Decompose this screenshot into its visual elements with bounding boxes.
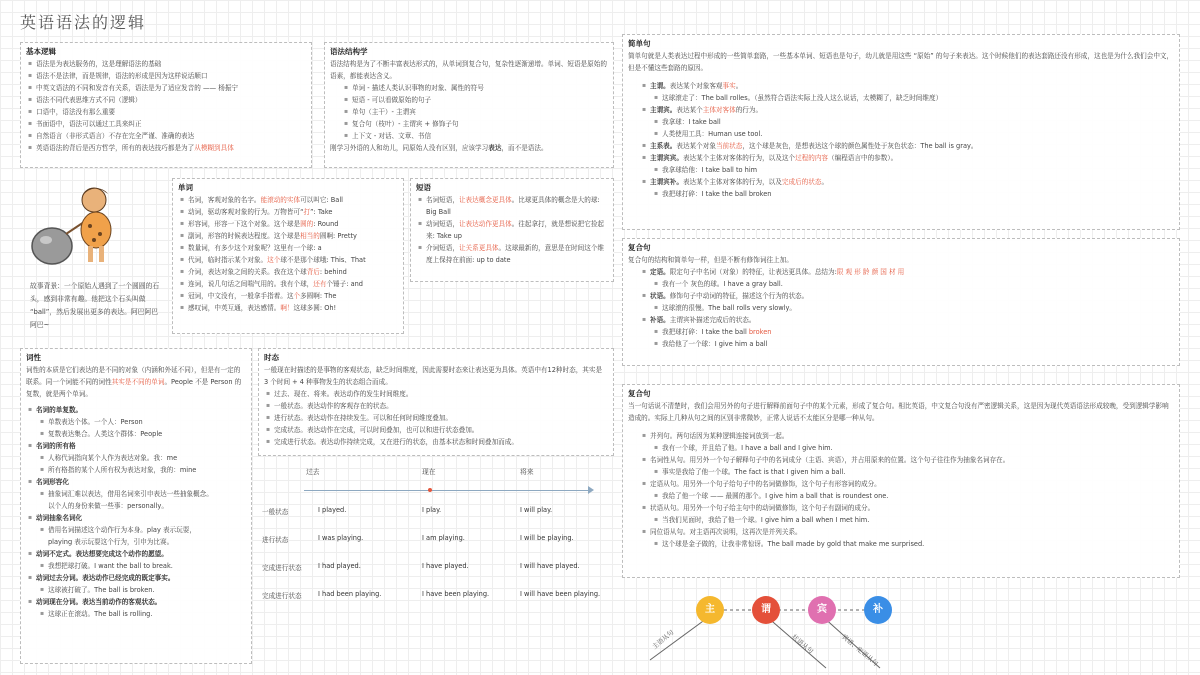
complex2-item: ▪ 并列句。两句话因为某种逻辑连接词放到一起。 bbox=[628, 430, 1174, 442]
simple-item bbox=[628, 164, 1174, 176]
pos-intro-red: 其实是不同的单词 bbox=[111, 378, 165, 386]
pos-item: ▪ 抽象词汇难以表达，借用名词来引申表达一些抽象概念。 bbox=[26, 488, 246, 500]
word-item-highlight: 能滚动的实体 bbox=[260, 196, 301, 204]
word-item-text: 冠词，中文没有，一般拿手指着。这 bbox=[188, 292, 294, 300]
complex1-item bbox=[628, 278, 1174, 290]
simple-item-rest: 表达某个主体对客体的行为，以及 bbox=[682, 178, 782, 186]
pos-item: ▪ 名词的单复数。 bbox=[26, 404, 246, 416]
simple-item-text: 我拿球：I take ball bbox=[662, 118, 721, 126]
complex2-item: ▪ 名词性从句。用另外一个句子解释句子中的名词成分（主语、宾语），并占用原来的位置。这个句子往往作为抽象名词存在。 bbox=[628, 454, 1174, 466]
word-item-text: 副词，形容的时候表达程度。这个球是 bbox=[188, 232, 301, 240]
complex1-item bbox=[628, 290, 1174, 302]
pos-item: ▪ 动词过去分词。表达动作已经完成的既定事实。 bbox=[26, 572, 246, 584]
tense-cell: I played. bbox=[318, 506, 347, 514]
simple-item bbox=[628, 128, 1174, 140]
tense-cell: I play. bbox=[422, 506, 442, 514]
pos-list bbox=[26, 404, 246, 620]
pos-intro bbox=[26, 364, 246, 400]
simple-item-highlight: 完成后的状态 bbox=[781, 178, 822, 186]
sentence-node-2: 宾 bbox=[808, 596, 836, 624]
simple-item bbox=[628, 104, 1174, 116]
structure-title: 语法结构学 bbox=[330, 47, 368, 56]
pos-item: ▪ 借用名词描述这个动作行为本身。play 表示玩耍， bbox=[26, 524, 246, 536]
pos-item: ▪ 复数表达集合。人类这个群体：People bbox=[26, 428, 246, 440]
complex1-item-text: 我给他了一个球：I give him a ball bbox=[662, 340, 768, 348]
tense-time-axis bbox=[304, 490, 592, 491]
words-title: 单词 bbox=[178, 183, 193, 192]
basic-logic-list bbox=[26, 58, 306, 142]
structure-item: ▪ 单词 - 描述人类认识事物的对象、属性的符号 bbox=[330, 82, 608, 94]
sentence-node-1: 谓 bbox=[752, 596, 780, 624]
complex1-item-highlight: broken bbox=[748, 328, 772, 336]
basic-logic-item: ▪ 语法不是法律，而是规律，语法的形成是因为这样说话顺口 bbox=[26, 70, 306, 82]
structure-item: ▪ 上下文 - 对话、文章、书信 bbox=[330, 130, 608, 142]
word-item-text: 圆啊: Pretty bbox=[319, 232, 357, 240]
pos-item: playing 表示玩耍这个行为，引申为比赛。 bbox=[48, 538, 174, 546]
tense-col-header: 过去 bbox=[306, 468, 320, 476]
structure-footer-bold: 表达 bbox=[488, 144, 502, 152]
word-item-text: 数量词，有多少这个对象呢？这里有一个球: a bbox=[188, 244, 322, 252]
word-item-highlight: 打 bbox=[303, 208, 311, 216]
complex1-item-text bbox=[650, 268, 837, 276]
word-item-highlight: 这个 bbox=[267, 256, 281, 264]
complex1-item-rest: 修饰句子中动词的特征，描述这个行为的状态。 bbox=[669, 292, 809, 300]
word-item-text: 动词，驱动客观对象的行为。万物皆可“ bbox=[188, 208, 304, 216]
simple-item-text bbox=[650, 178, 782, 186]
simple-item-text: 我拿球给他：I take ball to him bbox=[662, 166, 758, 174]
simple-item-highlight: 当前状态 bbox=[715, 142, 743, 150]
word-item bbox=[178, 266, 398, 278]
word-item-text: 可以叫它: Ball bbox=[300, 196, 344, 204]
complex1-item-rest: 主谓宾补描述完成后的状态。 bbox=[669, 316, 756, 324]
simple-item-text: 这球滚走了：The ball rolles。（虽然符合语法实际上没人这么说话，太模糊了，缺乏时间维度） bbox=[662, 94, 943, 102]
word-item-text: 代词，临时指示某个对象。 bbox=[188, 256, 268, 264]
basic-logic-item: ▪ 自然语言（非形式语言）不存在完全严谨、准确的表达 bbox=[26, 130, 306, 142]
phrases-box bbox=[410, 178, 614, 282]
phrase-item bbox=[416, 242, 608, 266]
tense-cell: I will have been playing. bbox=[520, 590, 601, 598]
phrase-item-text: 名词短语， bbox=[426, 196, 459, 204]
word-item-highlight: 背后 bbox=[306, 268, 320, 276]
pos-item: ▪ 名词形容化 bbox=[26, 476, 246, 488]
simple-item-head: 主系表。 bbox=[650, 142, 677, 150]
page-title: 英语语法的逻辑 bbox=[20, 13, 147, 32]
simple-item-rest: 表达某个对象客观 bbox=[669, 82, 723, 90]
complex1-item-text: 我有一个 灰色的球。I have a gray ball. bbox=[662, 280, 783, 288]
diagram-branch-label: 状语从句 bbox=[790, 632, 815, 656]
word-item bbox=[178, 242, 398, 254]
word-item bbox=[178, 230, 398, 242]
complex1-item-text bbox=[650, 316, 756, 324]
complex2-item: ▪ 这个球是金子做的，让我非常惊讶。The ball made by gold that make me surprised. bbox=[628, 538, 1174, 550]
simple-item-head: 主谓宾宾。 bbox=[650, 154, 683, 162]
basic-logic-title: 基本逻辑 bbox=[26, 47, 56, 56]
story-text: 故事背景：一个原始人遇到了一个圆圆的石头，感到非常有趣。他把这个石头叫做 “ball”，然后发展出更多的表达。阿巴阿巴阿巴~ bbox=[30, 282, 160, 329]
structure-box bbox=[324, 42, 614, 168]
simple-item-text: 。 bbox=[735, 82, 743, 90]
complex2-item: ▪ 事实是我给了他一个球。The fact is that I given him a ball. bbox=[628, 466, 1174, 478]
complex2-item: ▪ 我给了他一个球 —— 最圆的那个。I give him a ball that is roundest one. bbox=[628, 490, 1174, 502]
complex1-item bbox=[628, 338, 1174, 350]
word-item bbox=[178, 194, 398, 206]
diagram-branch-label: 宾语、定语从句 bbox=[840, 632, 880, 668]
simple-item-highlight: 事实 bbox=[722, 82, 736, 90]
structure-item: ▪ 复合句（枝叶）- 主谓宾 + 修饰子句 bbox=[330, 118, 608, 130]
word-item bbox=[178, 254, 398, 266]
simple-item-rest: 表达某个主体对客体的行为，以及这个 bbox=[682, 154, 796, 162]
phrases-list bbox=[416, 194, 608, 266]
phrase-item bbox=[416, 194, 608, 218]
tense-item: ▪ 完成状态。表达动作在完成，可以时间叠加，也可以和进行状态叠加。 bbox=[264, 424, 608, 436]
basic-logic-item: ▪ 语法不同代表思维方式不同（逻辑） bbox=[26, 94, 306, 106]
phrase-item-highlight: 让关系更具体 bbox=[458, 244, 499, 252]
phrase-item-text: 动词短语， bbox=[426, 220, 459, 228]
basic-last-red: 从模糊到具体 bbox=[194, 144, 234, 152]
complex1-item-text: 这球滚的很慢。The ball rolls very slowly。 bbox=[662, 304, 796, 312]
structure-item: ▪ 单句（主干）- 主谓宾 bbox=[330, 106, 608, 118]
complex1-item-head: 状语。 bbox=[650, 292, 670, 300]
complex1-item bbox=[628, 302, 1174, 314]
phrase-item-text: 。这球最新的，意思是在时间这个维度上保持在前面: up to date bbox=[426, 244, 605, 264]
structure-intro: 语法结构是为了不断丰富表达形式的，从单词到复合句，复杂性逐渐递增。单词、短语是原始的语素，都能表达含义。 bbox=[330, 60, 607, 80]
basic-logic-item: ▪ 语法是为表达服务的，这是理解语法的基础 bbox=[26, 58, 306, 70]
tense-item: ▪ 完成进行状态。表达动作持续完成，又在进行的状态，由基本状态和时间叠加而成。 bbox=[264, 436, 608, 448]
tense-row-label: 一般状态 bbox=[262, 508, 289, 516]
word-item bbox=[178, 302, 398, 314]
tense-cell: I had played. bbox=[318, 562, 361, 570]
complex2-intro: 当一句话说不清楚时，我们会用另外的句子进行解释前面句子中的某个元素，形成了复合句。相比英语，中文复合句没有严密逻辑关系，这是因为现代英语语法形成较晚，受到逻辑学影响造成的。实际上几种从句之间的区别非常微妙，正常人说话不太能区分是哪一种从句。 bbox=[628, 402, 1169, 422]
pos-item: ▪ 我想把球打破。I want the ball to break. bbox=[26, 560, 246, 572]
complex2-item: ▪ 定语从句。用另外一个句子给句子中的名词做修饰，这个句子有形容词的成分。 bbox=[628, 478, 1174, 490]
word-item-text: 个锤子: and bbox=[326, 280, 363, 288]
word-item bbox=[178, 206, 398, 218]
compound-clauses-box bbox=[622, 384, 1180, 578]
pos-item: ▪ 人称代词指向某个人作为表达对象。我：me bbox=[26, 452, 246, 464]
pos-item: ▪ 所有格指的某个人所有权为表达对象，我的：mine bbox=[26, 464, 246, 476]
pos-item: ▪ 动词现在分词。表达当前动作的客观状态。 bbox=[26, 596, 246, 608]
complex1-item-highlight: 限 观 形 龄 颜 国 材 用 bbox=[836, 268, 905, 276]
basic-last-prefix: 英语语法的背后是西方哲学，所有的表达技巧都是为了 bbox=[36, 144, 195, 152]
sentence-node-3: 补 bbox=[864, 596, 892, 624]
tense-item: ▪ 一般状态。表达动作的客观存在的状态。 bbox=[264, 400, 608, 412]
word-item bbox=[178, 278, 398, 290]
complex1-item bbox=[628, 314, 1174, 326]
word-item-highlight: 啊！ bbox=[280, 304, 294, 312]
word-item-highlight: 圆的 bbox=[300, 220, 314, 228]
tense-col-header: 现在 bbox=[422, 468, 436, 476]
word-item-text: : Round bbox=[313, 220, 339, 228]
simple-title: 简单句 bbox=[628, 39, 651, 48]
basic-logic-item: ▪ 书面语中，语法可以通过工具来纠正 bbox=[26, 118, 306, 130]
tense-item: ▪ 进行状态。表达动作在持续发生。可以和任何时间维度叠加。 bbox=[264, 412, 608, 424]
simple-item-rest: 表达某个对象 bbox=[676, 142, 716, 150]
complex1-item bbox=[628, 326, 1174, 338]
simple-item-head: 主谓宾补。 bbox=[650, 178, 683, 186]
simple-item bbox=[628, 116, 1174, 128]
simple-item-text: 我把球打碎：I take the ball broken bbox=[662, 190, 772, 198]
tense-box bbox=[258, 348, 614, 456]
tense-cell: I will be playing. bbox=[520, 534, 574, 542]
tense-table bbox=[258, 460, 608, 620]
complex2-title: 复合句 bbox=[628, 389, 651, 398]
complex2-item: ▪ 状语从句。用另外一个句子给主句中的动词做修饰，这个句子有副词的成分。 bbox=[628, 502, 1174, 514]
pos-intro-prefix: 词性的本质是它们表达的是不同的对象（内涵和外延不同），但是有一定的联系。同一个词能不同的词性 bbox=[26, 366, 241, 386]
phrase-item bbox=[416, 218, 608, 242]
word-item-text: : behind bbox=[319, 268, 347, 276]
word-item bbox=[178, 290, 398, 302]
tense-cell: I will play. bbox=[520, 506, 553, 514]
complex2-item: ▪ 我有一个球，并且给了他。I have a ball and I give him. bbox=[628, 442, 1174, 454]
tense-row-label: 完成进行状态 bbox=[262, 564, 302, 572]
structure-item: ▪ 短语 - 可以看做原始的句子 bbox=[330, 94, 608, 106]
word-item-text: 形容词，形容一下这个对象。这个球是 bbox=[188, 220, 301, 228]
simple-item-text: ，这个球是灰色，是想表达这个球的颜色属性处于灰色状态：The ball is gray。 bbox=[742, 142, 978, 150]
pos-title: 词性 bbox=[26, 353, 41, 362]
sentence-diagram bbox=[630, 588, 930, 673]
tense-now-dot bbox=[428, 488, 432, 492]
complex1-intro: 复合句的结构和简单句一样，但是不断有修饰词往上加。 bbox=[628, 256, 793, 264]
word-item-text: 球不是那个球哦: This、That bbox=[280, 256, 366, 264]
word-item-text: 这球多圆: Oh! bbox=[293, 304, 337, 312]
simple-item bbox=[628, 188, 1174, 200]
pos-item: ▪ 这球被打破了。The ball is broken. bbox=[26, 584, 246, 596]
tense-axis-arrow bbox=[588, 486, 594, 494]
tense-title: 时态 bbox=[264, 353, 279, 362]
phrases-title: 短语 bbox=[416, 183, 431, 192]
complex1-list bbox=[628, 266, 1174, 350]
simple-item-text: 的行为。 bbox=[735, 106, 763, 114]
tense-cell: I am playing. bbox=[422, 534, 465, 542]
tense-col-header: 将来 bbox=[520, 468, 534, 476]
tense-row-label: 完成进行状态 bbox=[262, 592, 302, 600]
word-item-text: 连词，说几句话之间喘气用的。我有个球， bbox=[188, 280, 314, 288]
simple-item bbox=[628, 80, 1174, 92]
word-item-highlight: 相当的 bbox=[300, 232, 320, 240]
word-item-text: 介词，表达对象之间的关系。我在这个球 bbox=[188, 268, 307, 276]
caveman-illustration bbox=[24, 178, 134, 278]
simple-item bbox=[628, 140, 1174, 152]
tense-list bbox=[264, 388, 608, 448]
pos-item: ▪ 单数表达个体。一个人：Person bbox=[26, 416, 246, 428]
parts-of-speech-box bbox=[20, 348, 252, 664]
simple-item bbox=[628, 152, 1174, 164]
structure-footer-suffix: ，而不是语法。 bbox=[501, 144, 548, 152]
complex1-item-rest: 限定句子中名词（对象）的特征，让表达更具体。总结为: bbox=[669, 268, 837, 276]
word-item-highlight: 个 bbox=[293, 292, 301, 300]
words-list bbox=[178, 194, 398, 314]
basic-logic-last-item bbox=[26, 142, 306, 154]
complex2-list bbox=[628, 430, 1174, 550]
basic-logic-item: ▪ 中英文语法的不同和发音有关系，语法是为了适应发音的 —— 杨振宁 bbox=[26, 82, 306, 94]
tense-item: ▪ 过去、现在、将来。表达动作的发生时间维度。 bbox=[264, 388, 608, 400]
simple-item-head: 主谓宾。 bbox=[650, 106, 677, 114]
simple-intro: 简单句就是人类表达过程中形成的一些简单套路，一些基本单词、短语也是句子，幼儿就是用这些 “原始” 的句子来表达。这个时候他们的表达套路还没有形成，这也是为什么我们会中文，但是不懂这些套路的原因。 bbox=[628, 52, 1174, 72]
structure-list bbox=[330, 82, 608, 142]
complex1-item-text bbox=[650, 292, 808, 300]
simple-item-text bbox=[650, 142, 716, 150]
pos-item: ▪ 名词的所有格 bbox=[26, 440, 246, 452]
complex1-item-text: 我把球打碎：I take the ball bbox=[662, 328, 749, 336]
simple-item-text bbox=[650, 82, 723, 90]
simple-item-text: （编程语言中的参数）。 bbox=[828, 154, 898, 162]
simple-list bbox=[628, 80, 1174, 200]
simple-item bbox=[628, 176, 1174, 188]
simple-sentence-box bbox=[622, 34, 1180, 230]
word-item-text: ”: Take bbox=[310, 208, 333, 216]
word-item-text: 名词，客观对象的名字。 bbox=[188, 196, 261, 204]
simple-item-highlight: 主体对客体 bbox=[702, 106, 736, 114]
simple-item bbox=[628, 92, 1174, 104]
phrase-item-text: 。往起拿打，就是想说把它捡起来: Take up bbox=[426, 220, 605, 240]
words-box bbox=[172, 178, 404, 334]
phrase-item-text: 。比球更具体的概念是大的球: Big Ball bbox=[426, 196, 600, 216]
structure-footer bbox=[330, 142, 608, 154]
pos-item: 以个人的身份来做一些事：personally。 bbox=[48, 502, 168, 510]
simple-item-head: 主谓。 bbox=[650, 82, 670, 90]
pos-item: ▪ 动词抽象名词化 bbox=[26, 512, 246, 524]
basic-logic-item: ▪ 口语中，语法没有那么重要 bbox=[26, 106, 306, 118]
complex2-item: ▪ 当我们见面时，我给了他一个球。I give him a ball when I met him. bbox=[628, 514, 1174, 526]
tense-cell: I have played. bbox=[422, 562, 469, 570]
complex1-item-head: 定语。 bbox=[650, 268, 670, 276]
pos-intro-suffix: 。People 不是 Person 的复数，就是两个单词。 bbox=[26, 378, 242, 398]
simple-item-text bbox=[650, 106, 703, 114]
simple-item-text bbox=[650, 154, 795, 162]
tense-cell: I had been playing. bbox=[318, 590, 382, 598]
complex1-item bbox=[628, 266, 1174, 278]
diagram-branch-label: 主语从句 bbox=[650, 628, 676, 651]
complex1-item-head: 补语。 bbox=[650, 316, 670, 324]
phrase-item-highlight: 让表达概念更具体 bbox=[458, 196, 512, 204]
tense-row-label: 进行状态 bbox=[262, 536, 289, 544]
complex1-title: 复合句 bbox=[628, 243, 651, 252]
word-item-text: 多圆啊: The bbox=[300, 292, 337, 300]
phrase-item-highlight: 让表达动作更具体 bbox=[458, 220, 512, 228]
simple-item-highlight: 过程的内容 bbox=[795, 154, 829, 162]
word-item-highlight: 还有 bbox=[313, 280, 327, 288]
compound-modifiers-box bbox=[622, 238, 1180, 366]
tense-cell: I was playing. bbox=[318, 534, 364, 542]
word-item-text: 感叹词，中英互通，表达感情。 bbox=[188, 304, 281, 312]
simple-item-text: 人类使用工具：Human use tool. bbox=[662, 130, 763, 138]
tense-cell: I will have played. bbox=[520, 562, 580, 570]
basic-logic-box bbox=[20, 42, 312, 168]
simple-item-rest: 表达某个 bbox=[676, 106, 703, 114]
pos-item: ▪ 这球正在滚动。The ball is rolling. bbox=[26, 608, 246, 620]
sentence-node-0: 主 bbox=[696, 596, 724, 624]
pos-item: ▪ 动词不定式。表达想要完成这个动作的愿望。 bbox=[26, 548, 246, 560]
tense-intro: 一般现在时描述的是事物的客观状态，缺乏时间维度，因此需要时态来让表达更为具体。英语中有12种时态，其实是 3 个时间 + 4 种事物发生的状态组合而成。 bbox=[264, 366, 603, 386]
simple-item-text: 。 bbox=[821, 178, 829, 186]
phrase-item-text: 介词短语， bbox=[426, 244, 459, 252]
tense-cell: I have been playing. bbox=[422, 590, 490, 598]
word-item bbox=[178, 218, 398, 230]
complex2-item: ▪ 同位语从句。对主语再次说明，这再次是并列关系。 bbox=[628, 526, 1174, 538]
structure-footer-prefix: 刚学习外语的人和幼儿，同原始人没有区别，应该学习 bbox=[330, 144, 489, 152]
